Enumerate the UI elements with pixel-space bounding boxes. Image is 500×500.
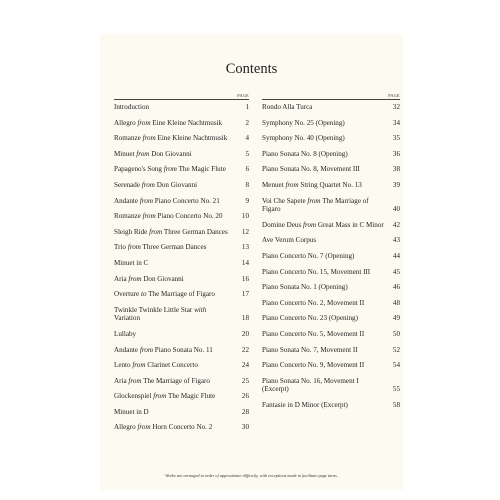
toc-entry-page: 55 [392, 385, 400, 394]
entry-link-word: from [285, 180, 299, 189]
page-title: Contents [225, 61, 278, 77]
entry-source-work: Piano Concerto No. 21 [154, 196, 220, 205]
entry-link-word: to [141, 290, 147, 299]
entry-link-word: from [127, 243, 141, 252]
toc-entry-title [114, 212, 249, 221]
entry-piece-name: Glockenspiel [114, 392, 152, 401]
entry-link-word: from [139, 345, 153, 354]
entry-piece-name: Allegro [114, 423, 136, 432]
entry-source-work: The Marriage of Figaro [148, 290, 215, 299]
entries-right [262, 103, 400, 409]
toc-entry-title [262, 361, 400, 370]
toc-entry [262, 377, 400, 394]
toc-entry-title [114, 290, 249, 299]
entry-link-word: from [141, 180, 155, 189]
toc-entry-page: 20 [241, 329, 249, 338]
entry-piece-name: Lento [114, 361, 131, 370]
toc-entry-title [114, 392, 249, 401]
toc-entry-page: 43 [392, 236, 400, 245]
contents-column-left [114, 92, 249, 432]
entry-title-text: Piano Concerto No. 15, Movement III [262, 267, 371, 276]
entry-title-text: Piano Concerto No. 2, Movement II [262, 298, 365, 307]
entry-link-word: from [142, 134, 156, 143]
toc-entry [114, 423, 249, 432]
toc-entry-page: 42 [392, 220, 400, 229]
toc-entry-page: 18 [241, 314, 249, 323]
entry-piece-name: Papageno's Song [114, 165, 162, 174]
entry-link-word: from [128, 274, 142, 283]
entry-source-work: The Marriage of Figaro [143, 376, 210, 385]
entry-link-word: from [142, 212, 156, 221]
toc-entry [114, 275, 249, 284]
entry-source-work: Great Mass in C Minor [317, 220, 384, 229]
toc-entry [114, 134, 249, 143]
toc-entry-title [114, 361, 249, 370]
toc-entry [262, 165, 400, 174]
entry-source-work: Three German Dances [142, 243, 207, 252]
entry-link-word: from [149, 227, 163, 236]
toc-entry-title [114, 330, 249, 339]
toc-entry-page: 39 [392, 180, 400, 189]
entry-link-word: from [137, 118, 151, 127]
toc-entry-page: 34 [392, 118, 400, 127]
entry-title-text: Symphony No. 40 (Opening) [262, 134, 345, 143]
toc-entry-title [262, 103, 400, 112]
toc-entry-page: 49 [392, 314, 400, 323]
toc-entry [114, 330, 249, 339]
entry-source-work: String Quartet No. 13 [300, 180, 362, 189]
toc-entry [114, 392, 249, 401]
entry-source-work: Eine Kleine Nachtmusik [152, 118, 223, 127]
toc-entry-title [262, 119, 400, 128]
toc-entry [262, 236, 400, 245]
toc-entry-title [262, 268, 400, 277]
toc-entry [114, 197, 249, 206]
toc-entry-title [262, 197, 400, 214]
toc-entry-page: 1 [245, 103, 249, 111]
entry-piece-name: Voi Che Sapete [262, 196, 306, 205]
entry-piece-name: Aria [114, 376, 127, 385]
toc-entry [262, 299, 400, 308]
entry-title-text: Piano Sonata No. 1 (Opening) [262, 283, 348, 292]
entry-source-work: The Marriage of Figaro [262, 196, 369, 214]
entry-piece-name: Andante [114, 345, 139, 354]
toc-entry [262, 346, 400, 355]
toc-entry-title [114, 165, 249, 174]
toc-entry-page: 4 [245, 134, 249, 143]
toc-entry-title [114, 408, 249, 417]
toc-entry-title [262, 330, 400, 339]
toc-entry [114, 165, 249, 174]
toc-entry-page: 32 [392, 103, 400, 111]
toc-entry [262, 197, 400, 214]
entry-link-word: from [137, 423, 151, 432]
entry-title-text: Piano Concerto No. 7 (Opening) [262, 251, 355, 260]
entry-title-text: Minuet in C [114, 258, 149, 267]
toc-entry-page: 26 [241, 392, 249, 401]
toc-entry-page: 14 [241, 258, 249, 267]
entry-piece-name: Trio [114, 243, 126, 252]
toc-entry-page: 8 [245, 180, 249, 189]
entry-title-text: Minuet in D [114, 407, 149, 416]
toc-entry-page: 50 [392, 329, 400, 338]
toc-entry-title [114, 423, 249, 432]
toc-entry [262, 314, 400, 323]
entry-piece-name: Domine Deus [262, 220, 302, 229]
toc-entry-page: 10 [241, 212, 249, 221]
toc-entry [114, 150, 249, 159]
toc-entry-page: 48 [392, 298, 400, 307]
entry-piece-name: Serenade [114, 180, 140, 189]
toc-entry [114, 259, 249, 268]
toc-entry-page: 5 [245, 149, 249, 158]
toc-entry-title [262, 221, 400, 230]
entry-piece-name: Menuet [262, 180, 284, 189]
toc-entry [262, 268, 400, 277]
entries-left [114, 103, 249, 432]
entry-source-work: Clarinet Concerto [147, 361, 198, 370]
entry-link-word: from [136, 149, 150, 158]
entry-link-word: from [303, 220, 317, 229]
entry-title-text: Symphony No. 25 (Opening) [262, 118, 345, 127]
entry-piece-name: Overture [114, 290, 140, 299]
footnote: Works are arranged in order of approximate difficulty, with exceptions made to facilitate page turns. [165, 473, 338, 478]
entry-source-work: Eine Kleine Nachtmusik [157, 134, 228, 143]
toc-entry-title [262, 283, 400, 292]
entry-link-word: from [163, 165, 177, 174]
toc-entry [114, 119, 249, 128]
toc-entry-page: 6 [245, 165, 249, 174]
entry-source-work: Don Giovanni [151, 149, 192, 158]
toc-entry-page: 54 [392, 361, 400, 370]
contents-page [100, 34, 403, 490]
toc-entry-title [114, 150, 249, 159]
toc-entry-page: 22 [241, 345, 249, 354]
toc-entry-title [262, 181, 400, 190]
toc-entry-title [114, 134, 249, 143]
toc-entry [262, 330, 400, 339]
toc-entry-title [114, 306, 249, 323]
entry-link-word: from [128, 376, 142, 385]
toc-entry [262, 134, 400, 143]
toc-entry-title [114, 119, 249, 128]
contents-column-right [262, 92, 400, 409]
entry-title-text: Piano Concerto No. 23 (Opening) [262, 314, 358, 323]
toc-entry-title [262, 134, 400, 143]
toc-entry [114, 361, 249, 370]
toc-entry [114, 181, 249, 190]
entry-title-text: Piano Concerto No. 9, Movement II [262, 361, 365, 370]
toc-entry [114, 290, 249, 299]
entry-title-text: Ave Verum Corpus [262, 236, 317, 245]
toc-entry [262, 401, 400, 410]
toc-entry-page: 46 [392, 283, 400, 292]
toc-entry-page: 2 [245, 118, 249, 127]
entry-source-work: Don Giovanni [143, 274, 184, 283]
entry-title-text: Piano Sonata No. 7, Movement II [262, 345, 358, 354]
toc-entry-page: 40 [392, 205, 400, 214]
toc-entry-title [262, 299, 400, 308]
entry-title-text: Rondo Alla Turca [262, 103, 313, 111]
toc-entry-page: 12 [241, 227, 249, 236]
toc-entry [262, 150, 400, 159]
entry-piece-name: Sleigh Ride [114, 227, 148, 236]
entry-link-word: from [132, 361, 146, 370]
toc-entry [114, 306, 249, 323]
entry-title-text: Piano Sonata No. 8 (Opening) [262, 149, 348, 158]
entry-source-work: Horn Concerto No. 2 [152, 423, 213, 432]
entry-link-word: with [194, 305, 207, 314]
toc-entry [114, 103, 249, 112]
entry-source-work: The Magic Flute [178, 165, 226, 174]
entry-piece-name: Andante [114, 196, 139, 205]
entry-piece-name: Aria [114, 274, 127, 283]
entry-title-text: Piano Concerto No. 5, Movement II [262, 329, 365, 338]
toc-entry [262, 283, 400, 292]
toc-entry-title [262, 236, 400, 245]
toc-entry-title [114, 259, 249, 268]
toc-entry [114, 212, 249, 221]
entry-piece-name: Twinkle Twinkle Little Star [114, 305, 193, 314]
toc-entry-page: 38 [392, 165, 400, 174]
toc-entry-title [114, 243, 249, 252]
toc-entry [114, 408, 249, 417]
entry-piece-name: Minuet [114, 149, 135, 158]
toc-entry-page: 44 [392, 251, 400, 260]
heading-rule [262, 99, 400, 100]
entry-source-work: Don Giovanni [156, 180, 198, 189]
entry-source-work: Three German Dances [163, 227, 228, 236]
toc-entry [114, 243, 249, 252]
toc-entry-page: 45 [392, 267, 400, 276]
toc-entry-title [114, 275, 249, 284]
entry-piece-name: Allegro [114, 118, 136, 127]
toc-entry-page: 58 [392, 400, 400, 409]
toc-entry-title [114, 346, 249, 355]
toc-entry-title [262, 314, 400, 323]
toc-entry-page: 13 [241, 243, 249, 252]
page-column-heading: PAGE [388, 93, 400, 98]
entry-link-word: from [153, 392, 167, 401]
toc-entry-page: 16 [241, 274, 249, 283]
entry-source-work: The Magic Flute [168, 392, 216, 401]
entry-title-text: Fantasie in D Minor (Excerpt) [262, 400, 348, 409]
entry-source-work: Variation [114, 314, 141, 323]
toc-entry [262, 181, 400, 190]
entry-link-word: from [307, 196, 321, 205]
toc-entry [114, 346, 249, 355]
toc-entry-page: 17 [241, 290, 249, 299]
toc-entry [262, 221, 400, 230]
entry-source-work: Piano Sonata No. 11 [154, 345, 213, 354]
toc-entry [262, 103, 400, 112]
toc-entry-title [262, 346, 400, 355]
entry-link-word: from [139, 196, 153, 205]
entry-piece-name: Romanze [114, 212, 141, 221]
toc-entry [114, 228, 249, 237]
toc-entry-title [114, 377, 249, 386]
toc-entry-page: 25 [241, 376, 249, 385]
toc-entry-page: 28 [241, 407, 249, 416]
entry-source-work: Piano Concerto No. 20 [157, 212, 223, 221]
toc-entry [262, 252, 400, 261]
heading-rule [114, 99, 249, 100]
entry-title-text: Introduction [114, 103, 150, 111]
toc-entry-title [262, 150, 400, 159]
toc-entry-title [262, 377, 400, 394]
toc-entry-title [262, 401, 400, 410]
toc-entry-page: 9 [245, 196, 249, 205]
toc-entry-page: 52 [392, 345, 400, 354]
toc-entry-title [114, 103, 249, 112]
entry-title-text: Piano Sonata No. 8, Movement III [262, 165, 360, 174]
toc-entry-page: 36 [392, 149, 400, 158]
toc-entry-title [114, 228, 249, 237]
toc-entry-title [114, 181, 249, 190]
toc-entry-title [262, 165, 400, 174]
page-column-heading: PAGE [237, 93, 249, 98]
entry-title-text: Piano Sonata No. 16, Movement I (Excerpt) [262, 376, 359, 394]
toc-entry-title [262, 252, 400, 261]
toc-entry-page: 30 [241, 423, 249, 432]
toc-entry [262, 361, 400, 370]
toc-entry-page: 35 [392, 134, 400, 143]
toc-entry-page: 24 [241, 361, 249, 370]
entry-title-text: Lullaby [114, 329, 137, 338]
entry-piece-name: Romanze [114, 134, 141, 143]
toc-entry [114, 377, 249, 386]
toc-entry-title [114, 197, 249, 206]
toc-entry [262, 119, 400, 128]
